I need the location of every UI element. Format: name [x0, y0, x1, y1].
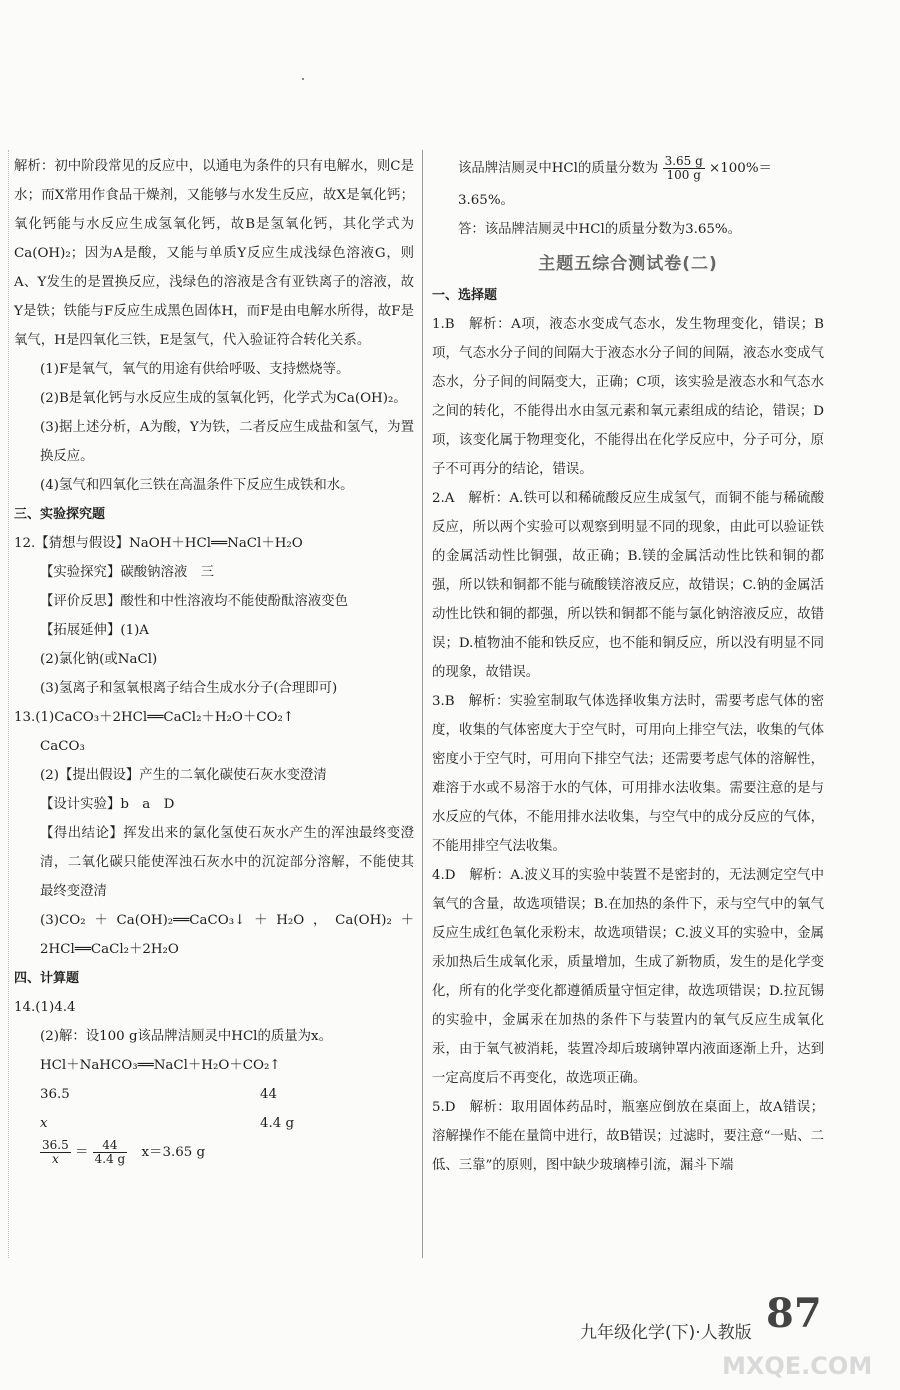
q12-line-5: (2)氯化钠(或NaCl): [40, 652, 158, 667]
q14-line-2: (2)解：设100 g该品牌洁厕灵中HCl的质量为x。: [40, 1029, 332, 1044]
q14-ratio-row-1: [14, 1080, 414, 1109]
section-heading-experiment: 三、实验探究题: [14, 507, 106, 522]
calc-fraction: $\frac{3.65 g}{100 g}$: [664, 154, 703, 182]
q13-line-1: 13.(1)CaCO₃＋2HCl══CaCl₂＋H₂O＋CO₂↑: [14, 710, 295, 725]
q14-ratio-row-2: [14, 1109, 414, 1138]
q14-proportion: [14, 1138, 414, 1172]
q13-line-5: 【得出结论】挥发出来的氯化氢使石灰水产生的浑浊最终变澄清，二氧化碳只能使浑浊石灰水中的沉淀部分溶解，不能使其最终变澄清: [40, 826, 414, 899]
choice-item-1: 1.B 解析：A项，液态水变成气态水，发生物理变化，错误；B项，气态水分子间的间隔大于液态水分子间的间隔，液态水变成气态水，分子间的间隔变大，正确；C项，该实验是液态水和气态水之间的转化，不能得出水由氢元素和氧元素组成的结论，错误；D项，该变化属于物理变化，不能得出在化学反应中，分子可分，原子不可再分的结论，错误。: [432, 317, 824, 477]
q13-line-4: 【设计实验】b a D: [40, 797, 175, 812]
analysis-3: (3)据上述分析，A为酸，Y为铁，二者反应生成盐和氢气，为置换反应。: [40, 420, 414, 464]
fraction-b: $\frac{44}{4.4 g}$: [94, 1138, 126, 1166]
mass-fraction-calc: [432, 152, 824, 186]
q13-line-2: CaCO₃: [40, 739, 85, 754]
analysis-main: 解析：初中阶段常见的反应中，以通电为条件的只有电解水，则C是水；而X常用作食品干燥剂，又能够与水发生反应，故X是氧化钙；氧化钙能与水反应生成氢氧化钙，故B是氢氧化钙，其化学式为Ca(OH)₂；因为A是酸，又能与单质Y反应生成浅绿色溶液G，则A、Y发生的是置换反应，浅绿色的溶液是含有亚铁离子的溶液，故Y是铁；铁能与F反应生成黑色固体H，而F是由电解水所得，故F是氧气，H是四氧化三铁，E是氢气，代入验证符合转化关系。: [14, 159, 414, 348]
q12-line-2: 【实验探究】碳酸钠溶液 三: [40, 565, 215, 580]
calc-prefix: 该品牌洁厕灵中HCl的质量分数为: [458, 161, 659, 176]
q14-result: x＝3.65 g: [141, 1145, 206, 1160]
equals-sign: ＝: [74, 1145, 89, 1160]
choice-item-4: 4.D 解析：A.波义耳的实验中装置不是密封的，无法测定空气中氧气的含量，故选项错误；B.在加热的条件下，汞与空气中的氧气反应生成红色氧化汞粉末，故选项错误；C.波义耳的实验中，金属汞加热后生成氧化汞，质量增加，生成了新物质，发生的是化学变化，所有的化学变化都遵循质量守恒定律，故选项错误；D.拉瓦锡的实验中，金属汞在加热的条件下与装置内的氧气反应生成氧化汞，由于氧气被消耗，装置冷却后玻璃钟罩内液面逐渐上升，达到一定高度后不再变化，故选项正确。: [432, 868, 824, 1086]
q14-line-1: 14.(1)4.4: [14, 1000, 76, 1015]
left-margin-rule: [8, 150, 9, 1258]
section-heading-choice: 一、选择题: [432, 288, 498, 303]
page-number: 87: [766, 1290, 822, 1337]
q14-co2-value: 4.4 g: [260, 1116, 295, 1131]
scan-speck: [302, 78, 304, 80]
q14-mass-hcl: 36.5: [40, 1087, 70, 1102]
calc-result: 3.65%。: [458, 193, 514, 208]
test-title: 主题五综合测试卷(二): [538, 254, 718, 274]
calc-suffix: ×100%＝: [709, 161, 772, 176]
analysis-4: (4)氢气和四氧化三铁在高温条件下反应生成铁和水。: [40, 478, 354, 493]
analysis-2: (2)B是氧化钙与水反应生成的氢氧化钙，化学式为Ca(OH)₂。: [40, 391, 407, 406]
choice-item-3: 3.B 解析：实验室制取气体选择收集方法时，需要考虑气体的密度，收集的气体密度大于空气时，可用向上排空气法，收集的气体密度小于空气时，可用向下排空气法；还需要考虑气体的溶解性，难溶于水或不易溶于水的气体，可用排水法收集。需要注意的是与水反应的气体，不能用排水法收集，与空气中的成分反应的气体，不能用排空气法收集。: [432, 694, 824, 854]
book-footer-label: 九年级化学(下)·人教版: [580, 1323, 752, 1343]
choice-item-5: 5.D 解析：取用固体药品时，瓶塞应倒放在桌面上，故A错误；溶解操作不能在量筒中进行，故B错误；过滤时，要注意“一贴、二低、三靠”的原则，图中缺少玻璃棒引流，漏斗下端: [432, 1100, 824, 1173]
q14-mass-co2: 44: [260, 1087, 278, 1102]
right-column: [432, 152, 824, 1180]
section-heading-calculation: 四、计算题: [14, 971, 80, 986]
q13-line-6: (3)CO₂＋Ca(OH)₂══CaCO₃↓＋H₂O，Ca(OH)₂＋2HCl══CaCl₂＋2H₂O: [40, 913, 414, 957]
q12-line-4: 【拓展延伸】(1)A: [40, 623, 149, 638]
left-column: [14, 152, 414, 1172]
q12-line-1: 12.【猜想与假设】NaOH＋HCl══NaCl＋H₂O: [14, 536, 303, 551]
q12-line-3: 【评价反思】酸性和中性溶液均不能使酚酞溶液变色: [40, 594, 348, 609]
q12-line-6: (3)氢离子和氢氧根离子结合生成水分子(合理即可): [40, 681, 338, 696]
answer-line: 答：该品牌洁厕灵中HCl的质量分数为3.65%。: [458, 222, 741, 237]
watermark-logo: MXQE.COM: [722, 1352, 873, 1380]
column-divider: [422, 150, 423, 1258]
q13-line-3: (2)【提出假设】产生的二氧化碳使石灰水变澄清: [40, 768, 327, 783]
fraction-a: $\frac{36.5}{x}$: [42, 1138, 69, 1166]
choice-item-2: 2.A 解析：A.铁可以和稀硫酸反应生成氢气，而铜不能与稀硫酸反应，所以两个实验可以观察到明显不同的现象，由此可以验证铁的金属活动性比铜强，故正确；B.镁的金属活动性比铁和铜的都强，所以铁和铜都不能与硫酸镁溶液反应，故错误；C.钠的金属活动性比铁和铜的都强，所以铁和铜都不能与氯化钠溶液反应，故错误；D.植物油不能和铁反应，也不能和铜反应，所以没有明显不同的现象，故错误。: [432, 491, 824, 680]
q14-unknown-x: x: [40, 1116, 48, 1131]
analysis-1: (1)F是氧气，氧气的用途有供给呼吸、支持燃烧等。: [40, 362, 350, 377]
q14-equation: HCl＋NaHCO₃══NaCl＋H₂O＋CO₂↑: [40, 1058, 281, 1073]
